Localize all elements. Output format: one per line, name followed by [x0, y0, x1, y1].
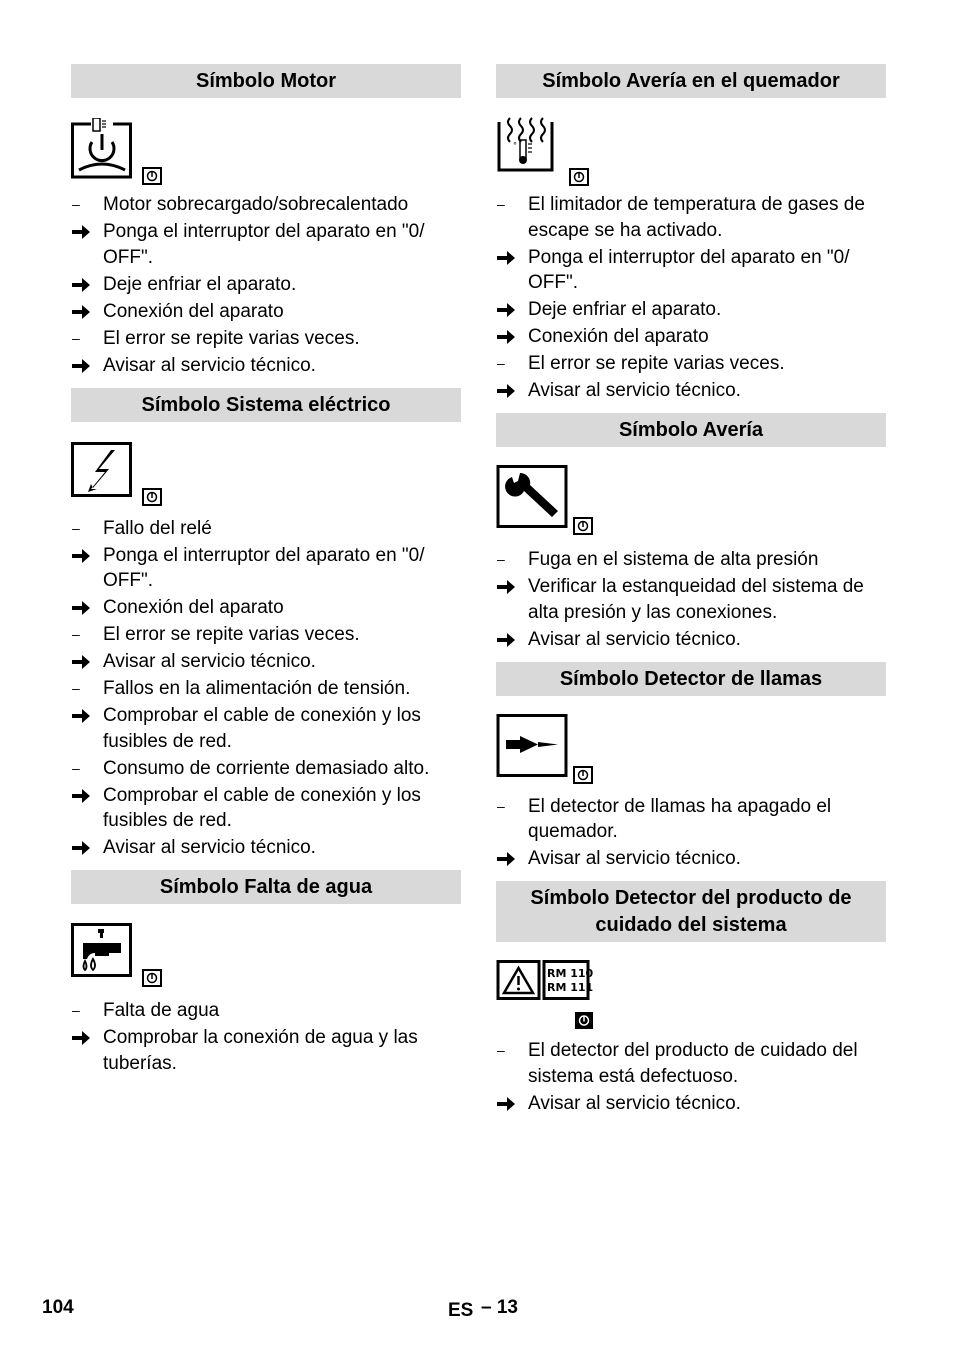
- list-item-text: El detector de llamas ha apagado el quemador.: [528, 795, 832, 842]
- burner-list: [496, 192, 886, 404]
- flame-detector-icon: [496, 714, 596, 786]
- wrench-icon: [496, 465, 596, 537]
- list-item: [496, 324, 886, 350]
- list-item-text: Comprobar el cable de conexión y los fusibles de red.: [103, 705, 421, 752]
- list-item: [496, 245, 886, 296]
- dash-marker: –: [72, 680, 80, 696]
- section-heading-flame: Símbolo Detector de llamas: [496, 662, 886, 696]
- list-item-text: Conexión del aparato: [528, 326, 709, 347]
- list-item: [71, 1025, 461, 1076]
- list-item: [71, 299, 461, 325]
- section-heading-motor: Símbolo Motor: [71, 64, 461, 98]
- motor-symbol-area: [71, 98, 461, 192]
- list-item-text: Motor sobrecargado/sobrecalentado: [103, 194, 409, 215]
- burner-exhaust-icon: [496, 116, 591, 188]
- dash-marker: –: [497, 797, 505, 814]
- list-item-text: Falta de agua: [103, 1000, 220, 1021]
- list-item-text: Ponga el interruptor del aparato en "0/ OFF".: [103, 221, 425, 268]
- list-item: [71, 326, 461, 352]
- dash-marker: –: [497, 355, 505, 371]
- list-item-text: Avisar al servicio técnico.: [528, 380, 741, 401]
- care-badge-line-2: RM 111: [547, 981, 594, 994]
- dash-marker: –: [497, 551, 505, 567]
- list-item: [496, 846, 886, 872]
- list-item-text: El detector del producto de cuidado del sistema está defectuoso.: [528, 1040, 858, 1087]
- motor-list: [71, 192, 461, 378]
- list-item-text: Ponga el interruptor del aparato en "0/ OFF".: [103, 544, 425, 591]
- section-heading-fault: Símbolo Avería: [496, 413, 886, 447]
- page-number: 104: [42, 1297, 74, 1318]
- list-item-text: Conexión del aparato: [103, 300, 284, 322]
- list-item-text: El error se repite varias veces.: [103, 624, 360, 645]
- section-heading-burner: Símbolo Avería en el quemador: [496, 64, 886, 98]
- burner-symbol-area: [496, 98, 886, 192]
- water-tap-icon: [71, 923, 166, 993]
- fault-list: [496, 547, 886, 652]
- care-list: [496, 1038, 886, 1116]
- list-item-text: Comprobar el cable de conexión y los fusibles de red.: [103, 784, 421, 831]
- list-item: [71, 835, 461, 861]
- list-item: [496, 574, 886, 625]
- list-item-text: Conexión del aparato: [103, 597, 284, 618]
- list-item: [71, 595, 461, 621]
- list-item: [496, 1091, 886, 1117]
- list-item: [496, 794, 886, 845]
- list-item-text: Avisar al servicio técnico.: [103, 354, 316, 376]
- lightning-icon: [71, 442, 166, 512]
- list-item-text: Fallo del relé: [103, 517, 212, 539]
- list-item: [71, 516, 461, 542]
- list-item-text: El error se repite varias veces.: [103, 327, 360, 349]
- fault-symbol-area: [496, 447, 886, 547]
- list-item-text: Comprobar la conexión de agua y las tuberías.: [103, 1027, 418, 1074]
- dash-marker: –: [497, 196, 505, 212]
- list-item-text: Avisar al servicio técnico.: [528, 628, 741, 650]
- list-item-text: Deje enfriar el aparato.: [528, 299, 722, 320]
- list-item: [71, 756, 461, 782]
- dash-marker: –: [72, 519, 80, 536]
- flame-symbol-area: [496, 696, 886, 794]
- svg-text:°: °: [513, 141, 517, 150]
- list-item: [71, 676, 461, 702]
- list-item: [71, 703, 461, 754]
- list-item: [71, 783, 461, 834]
- left-column: [71, 64, 461, 1078]
- dash-marker: –: [497, 1042, 505, 1058]
- water-symbol-area: [71, 904, 461, 998]
- list-item-text: Verificar la estanqueidad del sistema de alta presión y las conexiones.: [528, 576, 864, 623]
- care-badge-line-1: RM 110: [547, 967, 594, 980]
- electric-list: [71, 516, 461, 861]
- care-symbol-area: [496, 942, 886, 1038]
- list-item: [71, 353, 461, 379]
- electric-symbol-area: [71, 422, 461, 516]
- list-item: [71, 543, 461, 594]
- section-heading-care-detector: Símbolo Detector del producto de cuidado del sistema: [496, 881, 886, 942]
- list-item-text: Avisar al servicio técnico.: [103, 651, 316, 672]
- list-item-text: Avisar al servicio técnico.: [528, 1092, 741, 1114]
- dash-marker: –: [72, 196, 80, 212]
- language-code: ES: [448, 1300, 474, 1321]
- list-item-text: Consumo de corriente demasiado alto.: [103, 757, 430, 779]
- list-item: [496, 192, 886, 243]
- list-item: [71, 622, 461, 648]
- dash-marker: –: [72, 329, 80, 346]
- list-item: [496, 297, 886, 323]
- dash-marker: –: [72, 759, 80, 776]
- list-item: [496, 351, 886, 377]
- list-item: [496, 627, 886, 653]
- list-item-text: Avisar al servicio técnico.: [528, 848, 741, 869]
- section-heading-electric: Símbolo Sistema eléctrico: [71, 388, 461, 422]
- list-item-text: El limitador de temperatura de gases de escape se ha activado.: [528, 194, 865, 241]
- list-item-text: Fallos en la alimentación de tensión.: [103, 678, 411, 699]
- list-item-text: Fuga en el sistema de alta presión: [528, 549, 819, 570]
- list-item: [496, 1038, 886, 1089]
- list-item-text: Avisar al servicio técnico.: [103, 837, 316, 858]
- care-detector-warning-icon: [496, 960, 606, 1032]
- list-item: [71, 272, 461, 298]
- section-heading-water: Símbolo Falta de agua: [71, 870, 461, 904]
- list-item-text: Ponga el interruptor del aparato en "0/ OFF".: [528, 246, 850, 293]
- section-page: – 13: [481, 1297, 518, 1318]
- water-list: [71, 998, 461, 1076]
- list-item: [71, 649, 461, 675]
- motor-icon: [71, 118, 166, 188]
- list-item: [496, 378, 886, 404]
- list-item: [71, 998, 461, 1024]
- dash-marker: –: [72, 1002, 80, 1018]
- list-item-text: El error se repite varias veces.: [528, 353, 785, 374]
- list-item: [496, 547, 886, 573]
- list-item: [71, 219, 461, 270]
- right-column: [496, 64, 886, 1118]
- list-item-text: Deje enfriar el aparato.: [103, 273, 297, 295]
- dash-marker: –: [72, 626, 80, 642]
- list-item: [71, 192, 461, 218]
- flame-list: [496, 794, 886, 872]
